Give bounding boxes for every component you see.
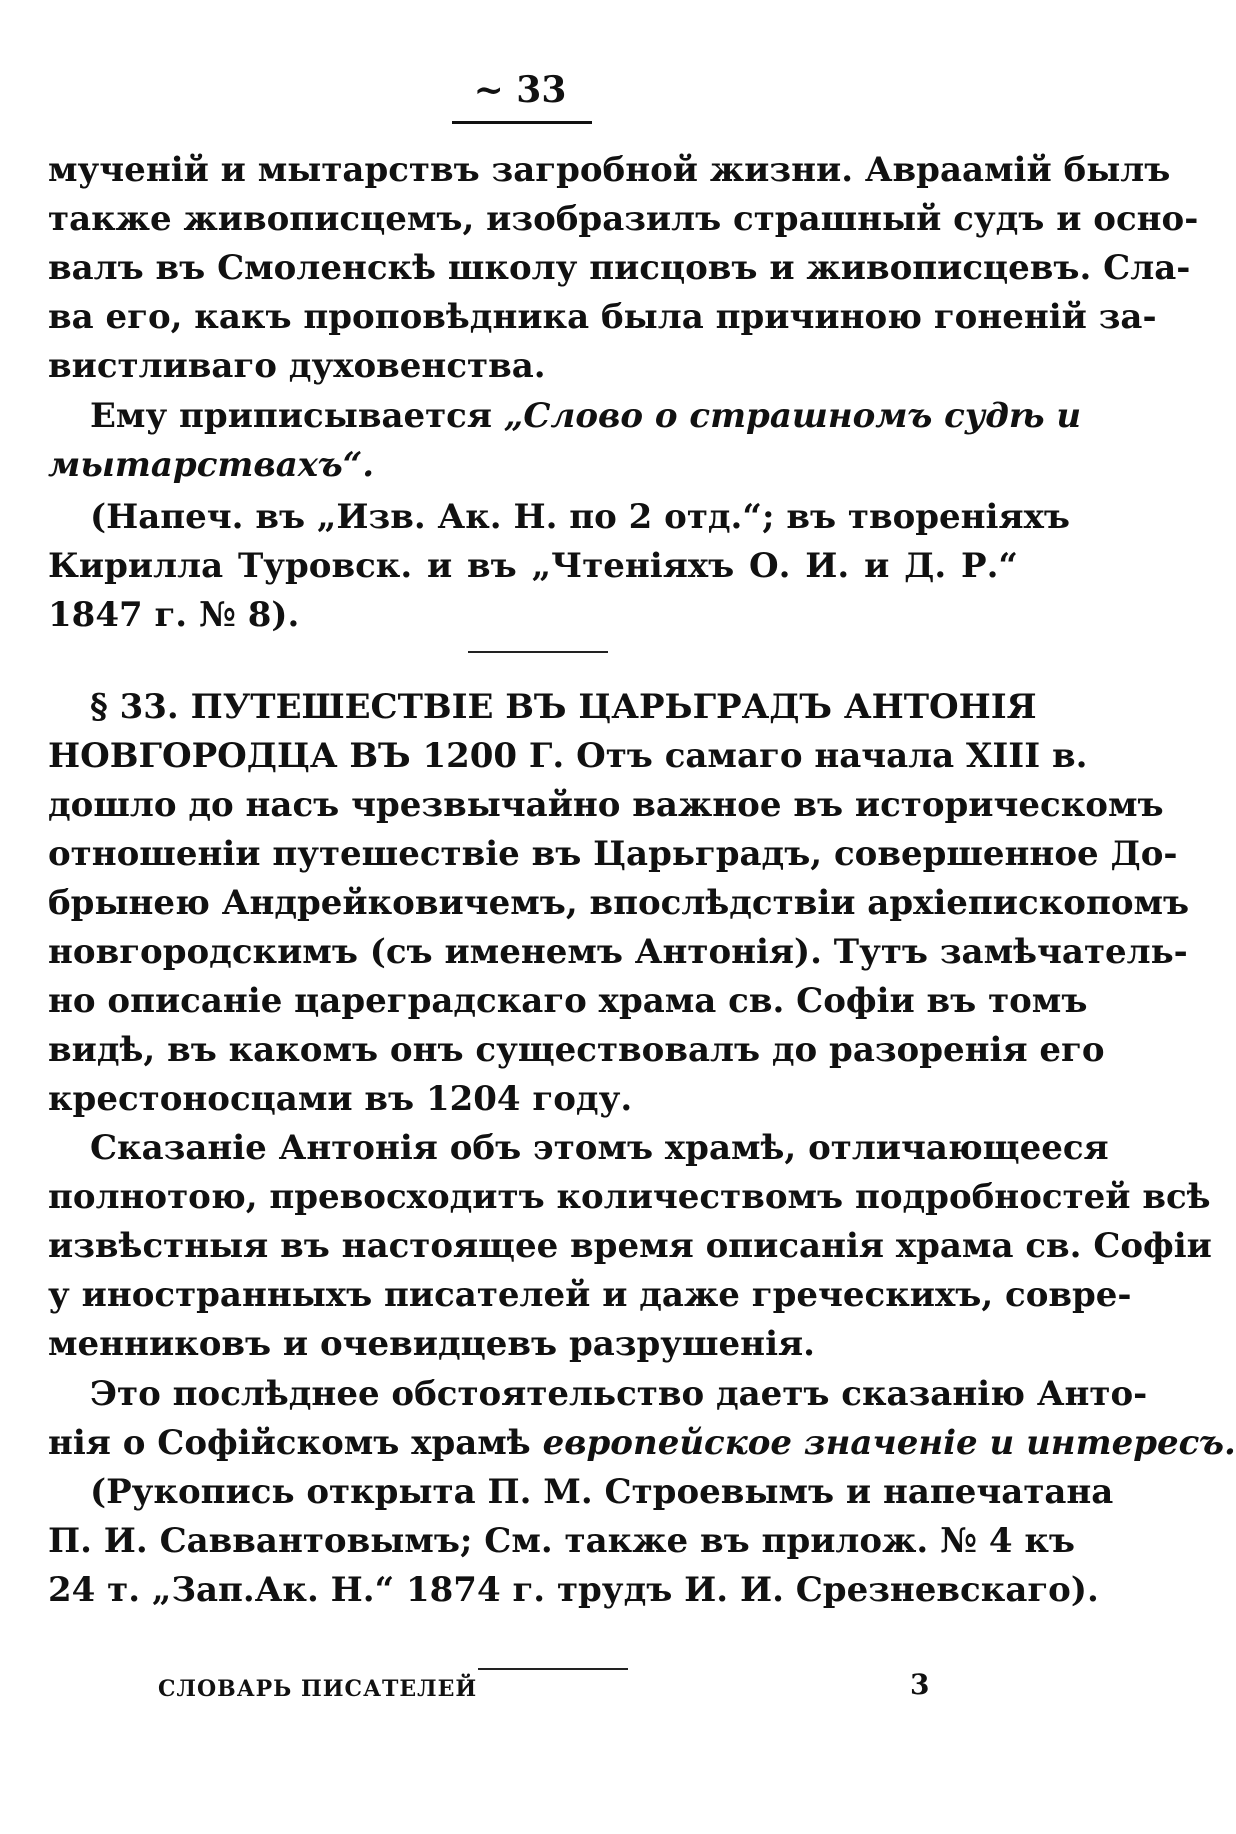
text-line [48,732,1088,781]
text-line: также живописцемъ, изобразилъ страшный судъ и осно- [48,199,1199,239]
text-line: но описаніе цареградскаго храма св. Софіи въ томъ [48,981,1088,1021]
footer-divider [478,1668,628,1670]
text-line [48,1419,1236,1468]
section-33 [48,683,1190,1124]
paragraph-manuscript-note [48,1468,1114,1615]
text-line: видѣ, въ какомъ онъ существовалъ до разоренія его [48,1030,1105,1070]
text-line: Сказаніе Антонія объ этомъ храмѣ, отличающееся [90,1128,1109,1168]
text-line: крестоносцами въ 1204 году. [48,1079,633,1119]
emphasis: европейское значеніе и интересъ. [542,1423,1236,1463]
text-line [48,392,1082,441]
text-run: нія о Софійскомъ храмѣ [48,1423,531,1463]
text-line: 24 т. „Зап.Ак. Н.“ 1874 г. трудъ И. И. Срезневскаго). [48,1570,1099,1610]
text-line: полнотою, превосходитъ количествомъ подробностей всѣ [48,1177,1211,1217]
section-divider [468,651,608,653]
text-line: ва его, какъ проповѣдника была причиною гоненій за- [48,297,1157,337]
sheet-number: 3 [910,1668,930,1701]
paragraph-attribution [48,392,1082,490]
text-line: дошло до насъ чрезвычайно важное въ историческомъ [48,785,1164,825]
signature-mark: СЛОВАРЬ ПИСАТЕЛЕЙ [158,1676,478,1702]
text-line: отношеніи путешествіе въ Царьградъ, совершенное До- [48,834,1178,874]
text-line: извѣстныя въ настоящее время описанія храма св. Софіи [48,1226,1212,1266]
text-line: менниковъ и очевидцевъ разрушенія. [48,1324,815,1364]
text-line: новгородскимъ (съ именемъ Антонія). Тутъ замѣчатель- [48,932,1188,972]
text-line: валъ въ Смоленскѣ школу писцовъ и живописцевъ. Сла- [48,248,1191,288]
text-line: вистливаго духовенства. [48,346,546,386]
paragraph-description [48,1124,1212,1369]
text-line: у иностранныхъ писателей и даже греческихъ, совре- [48,1275,1132,1315]
section-heading-continued: НОВГОРОДЦА ВЪ 1200 Г. [48,736,565,776]
page-number-underline [452,121,592,124]
text-run: Отъ самаго начала XIII в. [576,736,1088,776]
text-line: Кирилла Туровск. и въ „Чтеніяхъ О. И. и Д. Р.“ [48,546,1018,586]
text-line: (Рукопись открыта П. М. Строевымъ и напечатана [90,1472,1114,1512]
work-title: „Слово о страшномъ судѣ и [503,396,1082,436]
text-line: П. И. Саввантовымъ; См. также въ прилож. № 4 къ [48,1521,1076,1561]
text-line: Это послѣднее обстоятельство даетъ сказанію Анто- [90,1374,1148,1414]
paragraph-significance [48,1370,1236,1468]
text-run: Ему приписывается [90,396,492,436]
work-title-continued: мытарствахъ“. [48,445,375,485]
text-line: 1847 г. № 8). [48,595,300,635]
section-heading: § 33. ПУТЕШЕСТВІЕ ВЪ ЦАРЬГРАДЪ АНТОНІЯ [90,687,1037,727]
paragraph-citation [48,493,1070,640]
text-line: мученій и мытарствъ загробной жизни. Авраамій былъ [48,150,1171,190]
text-line: (Напеч. въ „Изв. Ак. Н. по 2 отд.“; въ твореніяхъ [90,497,1070,537]
paragraph-continuation [48,146,1199,391]
text-line: брынею Андрейковичемъ, впослѣдствіи архіепископомъ [48,883,1190,923]
page-number: ~ 33 [473,69,567,111]
